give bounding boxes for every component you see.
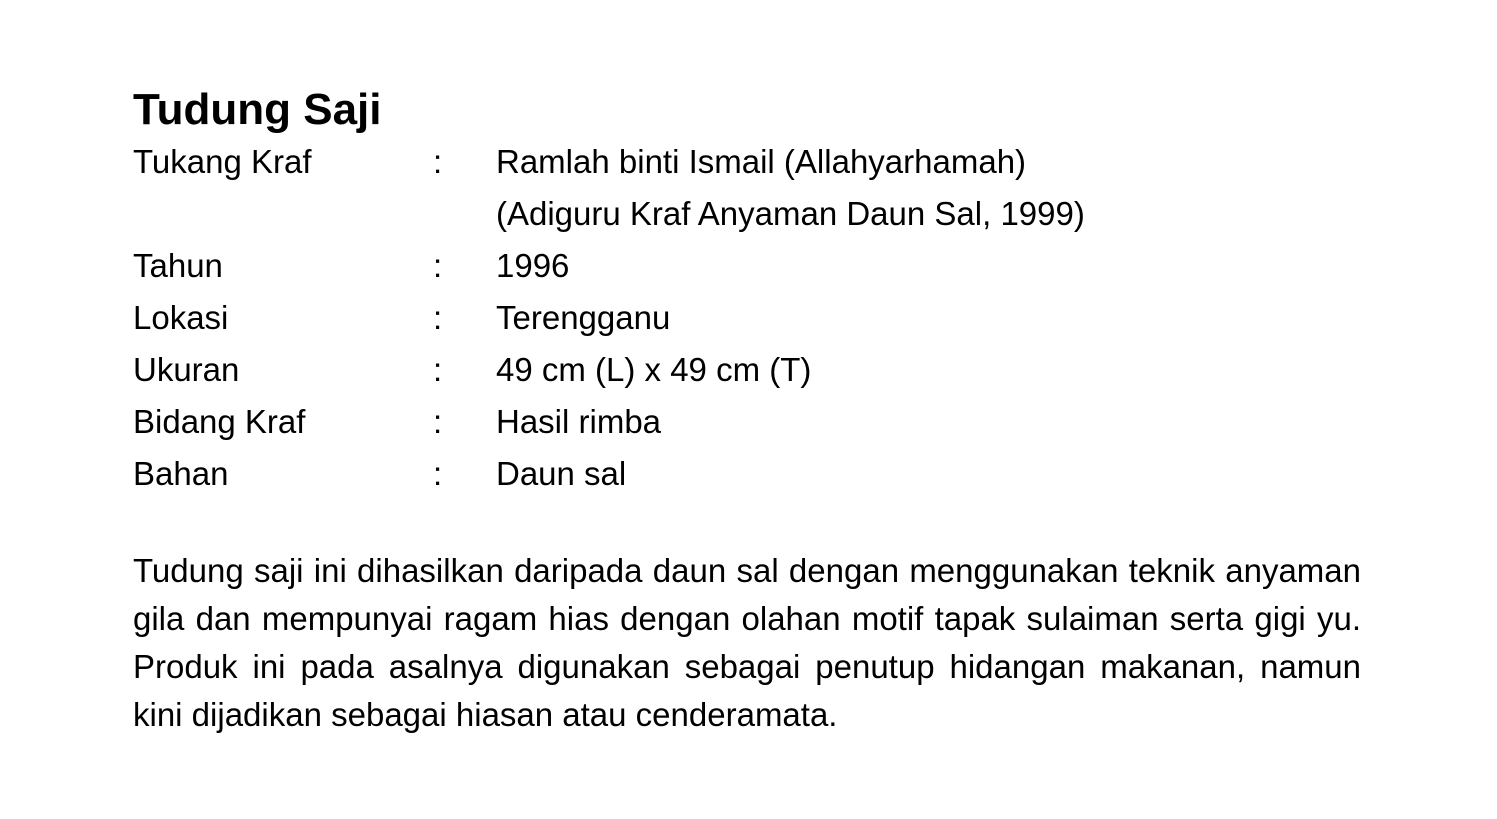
- field-separator: :: [433, 299, 443, 336]
- field-separator: :: [433, 403, 443, 440]
- field-separator: :: [433, 143, 443, 180]
- field-label: Tukang Kraf: [133, 143, 312, 180]
- field-value: (Adiguru Kraf Anyaman Daun Sal, 1999): [496, 195, 1085, 232]
- field-value: Daun sal: [496, 455, 627, 492]
- metadata-row-tukang-kraf: [133, 136, 1363, 188]
- field-label: Tahun: [133, 247, 223, 284]
- field-label: Bidang Kraf: [133, 403, 306, 440]
- description-paragraph: Tudung saji ini dihasilkan daripada daun sal dengan menggunakan teknik anyaman gila dan mempunyai ragam hias dengan olahan motif tapak sulaiman serta gigi yu. Produk ini pada asalnya digunakan sebagai penutup hidangan makanan, namun kini dijadikan sebagai hiasan atau cenderamata.: [133, 552, 1361, 733]
- field-value: 49 cm (L) x 49 cm (T): [496, 351, 812, 388]
- metadata-row-ukuran: [133, 344, 1363, 396]
- field-value: Ramlah binti Ismail (Allahyarhamah): [496, 143, 1027, 180]
- field-separator: :: [433, 351, 443, 388]
- metadata-list: [133, 136, 1363, 500]
- field-value: Hasil rimba: [496, 403, 662, 440]
- field-label: Bahan: [133, 455, 229, 492]
- page-title: Tudung Saji: [133, 85, 382, 134]
- metadata-row-bahan: [133, 448, 1363, 500]
- metadata-row-continuation: [133, 188, 1363, 240]
- metadata-row-bidang-kraf: [133, 396, 1363, 448]
- field-value: 1996: [496, 247, 570, 284]
- field-label: Lokasi: [133, 299, 229, 336]
- metadata-row-tahun: [133, 240, 1363, 292]
- field-separator: :: [433, 247, 443, 284]
- field-value: Terengganu: [496, 299, 671, 336]
- document-page: [133, 84, 1363, 772]
- field-separator: :: [433, 455, 443, 492]
- field-label: Ukuran: [133, 351, 240, 388]
- metadata-row-lokasi: [133, 292, 1363, 344]
